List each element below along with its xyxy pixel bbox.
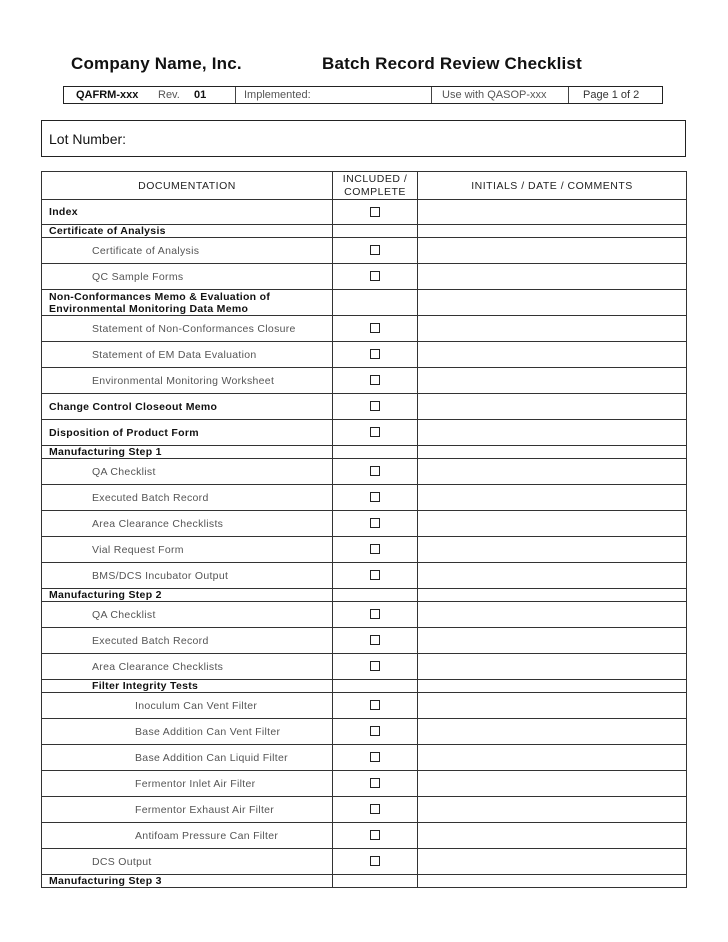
- included-checkbox[interactable]: [370, 570, 380, 580]
- row-label: Disposition of Product Form: [42, 420, 333, 446]
- company-name: Company Name, Inc.: [71, 54, 242, 73]
- checklist-table: [41, 171, 687, 888]
- row-label: QA Checklist: [42, 459, 333, 485]
- document-title: Batch Record Review Checklist: [322, 54, 582, 73]
- comments-cell[interactable]: [418, 511, 687, 537]
- table-row: [42, 823, 687, 849]
- table-row: [42, 264, 687, 290]
- comments-cell[interactable]: [418, 849, 687, 875]
- rev-number: 01: [194, 89, 207, 101]
- comments-cell[interactable]: [418, 589, 687, 602]
- table-row: [42, 628, 687, 654]
- comments-cell[interactable]: [418, 446, 687, 459]
- included-checkbox[interactable]: [370, 856, 380, 866]
- col-documentation: DOCUMENTATION: [42, 172, 333, 200]
- row-label: Executed Batch Record: [42, 628, 333, 654]
- included-checkbox[interactable]: [370, 401, 380, 411]
- table-row: [42, 290, 687, 316]
- table-row: [42, 589, 687, 602]
- col-included: [333, 172, 418, 200]
- col-included-line2: COMPLETE: [344, 185, 406, 198]
- row-label: Base Addition Can Vent Filter: [42, 719, 333, 745]
- row-label: Fermentor Exhaust Air Filter: [42, 797, 333, 823]
- form-code: QAFRM-xxx: [76, 89, 139, 101]
- comments-cell[interactable]: [418, 342, 687, 368]
- included-checkbox[interactable]: [370, 635, 380, 645]
- table-row: [42, 238, 687, 264]
- included-checkbox[interactable]: [370, 323, 380, 333]
- table-row: [42, 511, 687, 537]
- col-included-line1: INCLUDED /: [342, 172, 408, 185]
- row-label-line2: Environmental Monitoring Data Memo: [49, 302, 249, 315]
- comments-cell[interactable]: [418, 719, 687, 745]
- lot-number-field[interactable]: [41, 120, 686, 157]
- included-checkbox[interactable]: [370, 375, 380, 385]
- table-row: [42, 420, 687, 446]
- use-with-sop: Use with QASOP-xxx: [431, 87, 568, 103]
- table-row: [42, 693, 687, 719]
- included-checkbox[interactable]: [370, 609, 380, 619]
- table-row: [42, 719, 687, 745]
- comments-cell[interactable]: [418, 654, 687, 680]
- row-label: Vial Request Form: [42, 537, 333, 563]
- row-label: Certificate of Analysis: [42, 225, 333, 238]
- comments-cell[interactable]: [418, 680, 687, 693]
- included-checkbox[interactable]: [370, 804, 380, 814]
- row-label: Change Control Closeout Memo: [42, 394, 333, 420]
- row-label: Manufacturing Step 2: [42, 589, 333, 602]
- included-checkbox[interactable]: [370, 518, 380, 528]
- comments-cell[interactable]: [418, 264, 687, 290]
- comments-cell[interactable]: [418, 563, 687, 589]
- comments-cell[interactable]: [418, 875, 687, 888]
- row-label: Area Clearance Checklists: [42, 654, 333, 680]
- included-checkbox[interactable]: [370, 207, 380, 217]
- comments-cell[interactable]: [418, 316, 687, 342]
- rev-label: Rev.: [158, 89, 180, 101]
- col-comments: INITIALS / DATE / COMMENTS: [418, 172, 687, 200]
- included-checkbox[interactable]: [370, 726, 380, 736]
- comments-cell[interactable]: [418, 485, 687, 511]
- included-checkbox[interactable]: [370, 271, 380, 281]
- table-row: [42, 797, 687, 823]
- comments-cell[interactable]: [418, 771, 687, 797]
- comments-cell[interactable]: [418, 225, 687, 238]
- table-row: [42, 849, 687, 875]
- form-info-bar: [63, 86, 663, 104]
- row-label: Environmental Monitoring Worksheet: [42, 368, 333, 394]
- comments-cell[interactable]: [418, 200, 687, 225]
- row-label: Executed Batch Record: [42, 485, 333, 511]
- table-row: [42, 563, 687, 589]
- table-row: [42, 368, 687, 394]
- comments-cell[interactable]: [418, 459, 687, 485]
- included-checkbox[interactable]: [370, 245, 380, 255]
- table-row: [42, 537, 687, 563]
- table-row: [42, 745, 687, 771]
- table-row: [42, 225, 687, 238]
- comments-cell[interactable]: [418, 368, 687, 394]
- table-row: [42, 200, 687, 225]
- table-header-row: [42, 172, 687, 200]
- row-label: Index: [42, 200, 333, 225]
- included-checkbox[interactable]: [370, 349, 380, 359]
- table-row: [42, 394, 687, 420]
- row-label: Base Addition Can Liquid Filter: [42, 745, 333, 771]
- included-checkbox[interactable]: [370, 492, 380, 502]
- row-label: Statement of EM Data Evaluation: [42, 342, 333, 368]
- row-label: QC Sample Forms: [42, 264, 333, 290]
- included-checkbox[interactable]: [370, 544, 380, 554]
- table-row: [42, 680, 687, 693]
- comments-cell[interactable]: [418, 823, 687, 849]
- row-label-line1: Non-Conformances Memo & Evaluation of: [49, 290, 271, 303]
- row-label: Manufacturing Step 1: [42, 446, 333, 459]
- row-label: QA Checklist: [42, 602, 333, 628]
- comments-cell[interactable]: [418, 797, 687, 823]
- page-number: Page 1 of 2: [568, 87, 662, 103]
- comments-cell[interactable]: [418, 537, 687, 563]
- table-row: [42, 485, 687, 511]
- table-row: [42, 459, 687, 485]
- row-label: Certificate of Analysis: [42, 238, 333, 264]
- table-row: [42, 771, 687, 797]
- comments-cell[interactable]: [418, 394, 687, 420]
- table-row: [42, 654, 687, 680]
- comments-cell[interactable]: [418, 602, 687, 628]
- row-label: Statement of Non-Conformances Closure: [42, 316, 333, 342]
- included-checkbox[interactable]: [370, 661, 380, 671]
- comments-cell[interactable]: [418, 420, 687, 446]
- row-label: Fermentor Inlet Air Filter: [42, 771, 333, 797]
- included-checkbox[interactable]: [370, 700, 380, 710]
- table-row: [42, 316, 687, 342]
- included-checkbox[interactable]: [370, 778, 380, 788]
- comments-cell[interactable]: [418, 238, 687, 264]
- row-label: Filter Integrity Tests: [42, 680, 333, 693]
- comments-cell[interactable]: [418, 693, 687, 719]
- included-checkbox[interactable]: [370, 466, 380, 476]
- row-label: Antifoam Pressure Can Filter: [42, 823, 333, 849]
- row-label: DCS Output: [42, 849, 333, 875]
- row-label: Inoculum Can Vent Filter: [42, 693, 333, 719]
- row-label: Area Clearance Checklists: [42, 511, 333, 537]
- table-row: [42, 875, 687, 888]
- row-label: Manufacturing Step 3: [42, 875, 333, 888]
- comments-cell[interactable]: [418, 628, 687, 654]
- included-checkbox[interactable]: [370, 427, 380, 437]
- comments-cell[interactable]: [418, 745, 687, 771]
- table-row: [42, 342, 687, 368]
- comments-cell[interactable]: [418, 290, 687, 316]
- row-label: BMS/DCS Incubator Output: [42, 563, 333, 589]
- included-checkbox[interactable]: [370, 752, 380, 762]
- row-label: [42, 290, 333, 316]
- lot-number-label: Lot Number:: [49, 130, 127, 147]
- table-row: [42, 602, 687, 628]
- table-row: [42, 446, 687, 459]
- included-checkbox[interactable]: [370, 830, 380, 840]
- implemented-field[interactable]: Implemented:: [235, 87, 431, 103]
